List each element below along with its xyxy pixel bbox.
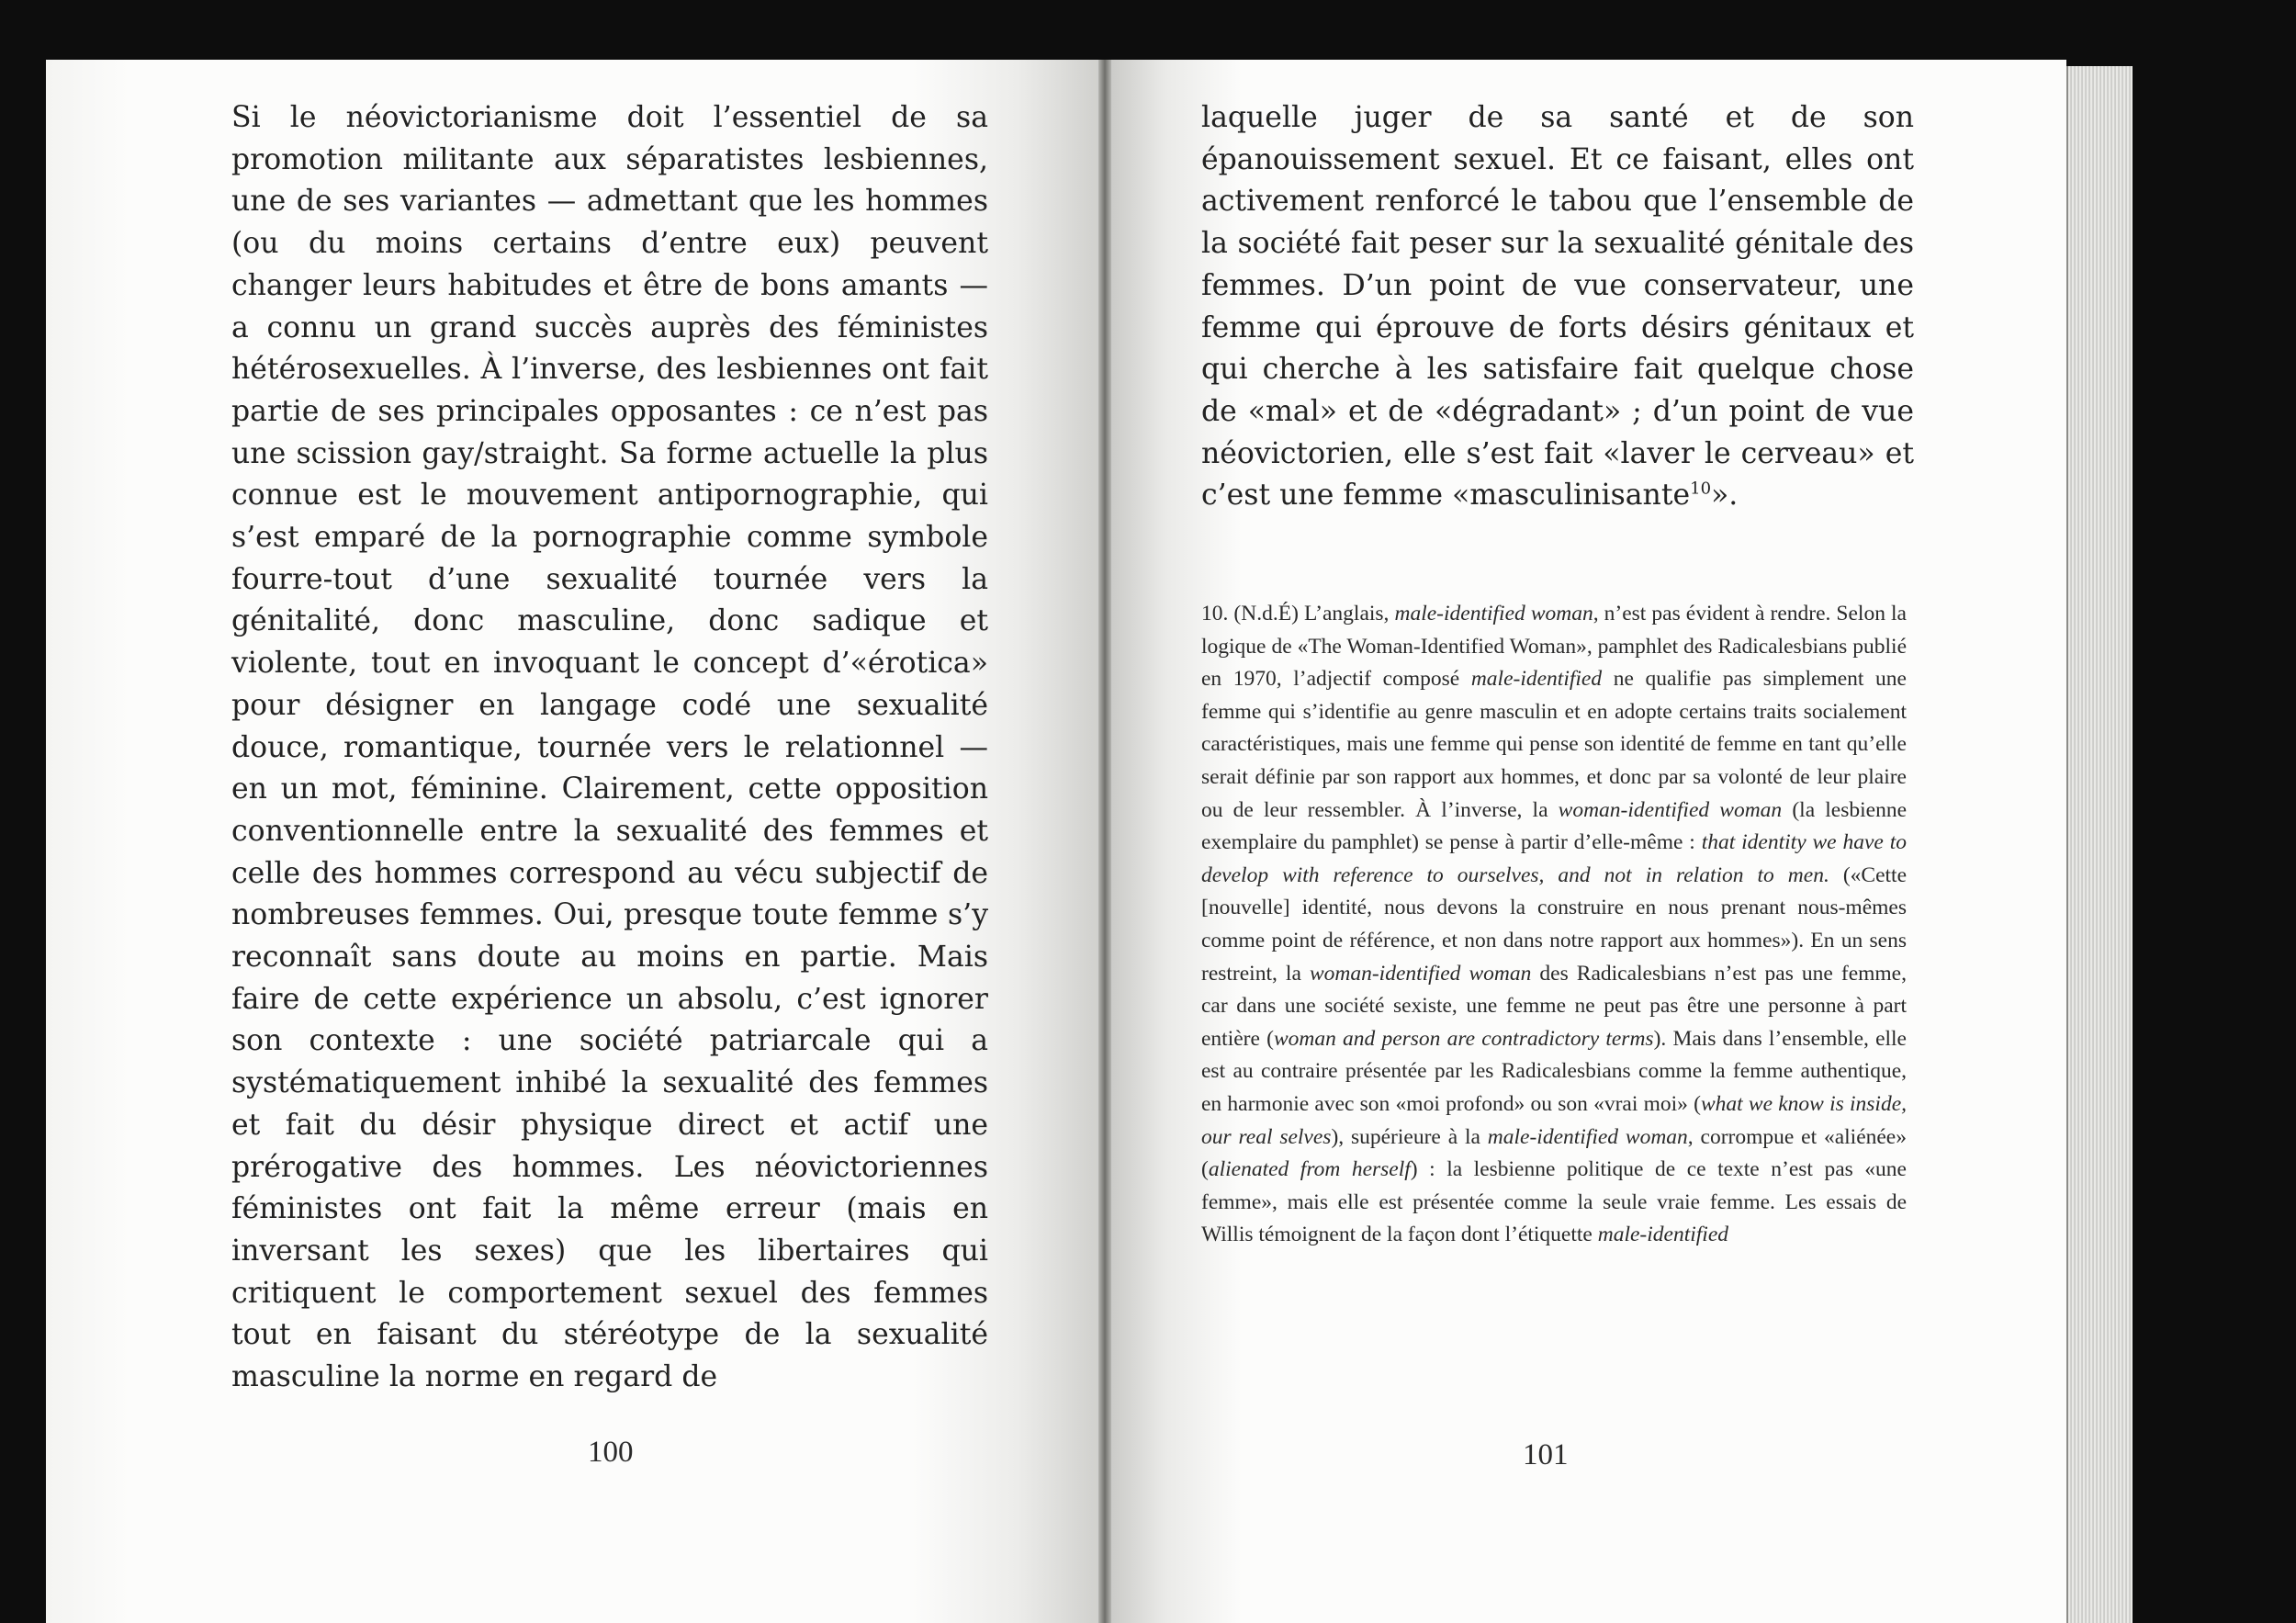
footnote-italic: woman-identified woman bbox=[1558, 797, 1783, 822]
book-gutter bbox=[1098, 60, 1111, 1623]
footnote-italic: woman-identified woman bbox=[1309, 961, 1532, 986]
footnote-text: , corrompue et «aliénée» ( bbox=[1201, 1124, 1907, 1182]
right-page-body bbox=[1201, 97, 1914, 517]
footnote-italic: woman and person are contradictory terms bbox=[1273, 1026, 1654, 1051]
footnote-italic: male-identified bbox=[1597, 1223, 1728, 1247]
footnote-text: 10. (N.d.É) L’anglais, bbox=[1201, 602, 1395, 626]
footnote-text: ), supérieure à la bbox=[1331, 1124, 1488, 1149]
left-page-number: 100 bbox=[588, 1436, 634, 1469]
footnote-text: ne qualifie pas simplement une femme qui s’identifie au genre masculin et en adopte certains traits socialement caractéristiques, mais une femme qui pense son identité de femme en tant qu’elle serait définie par son rapport aux hommes, et donc par sa volonté de leur plaire ou de leur ressembler. À l’inverse, la bbox=[1201, 667, 1907, 822]
left-paragraph: Si le néovictorianisme doit l’essentiel de sa promotion militante aux séparatistes lesbiennes, une de ses variantes — admettant que les hommes (ou du moins certains d’entre eux) peuvent changer leurs habitudes et être de bons amants — a connu un grand succès auprès des féministes hétérosexuelles. À l’inverse, des lesbiennes ont fait partie de ses principales opposantes : ce n’est pas une scission gay/straight. Sa forme actuelle la plus connue est le mouvement antipornographie, qui s’est emparé de la pornographie comme symbole fourre-tout d’une sexualité tournée vers la génitalité, donc masculine, donc sadique et violente, tout en invoquant le concept d’«érotica» pour désigner en langage codé une sexualité douce, romantique, tournée vers le relationnel — en un mot, féminine. Clairement, cette opposition conventionnelle entre la sexualité des femmes et celle des hommes correspond au vécu subjectif de nombreuses femmes. Oui, presque toute femme s’y reconnaît sans doute au moins en partie. Mais faire de cette expérience un absolu, c’est ignorer son contexte : une société patriarcale qui a systématiquement inhibé la sexualité des femmes et fait du désir physique direct et actif une prérogative des hommes. Les néovictoriennes féministes ont fait la même erreur (mais en inversant les sexes) que les libertaires qui critiquent le comportement sexuel des femmes tout en faisant du stéréotype de la sexualité masculine la norme en regard de bbox=[231, 101, 988, 1394]
footnote-paragraph bbox=[1201, 598, 1907, 1252]
footnote-italic: male-identified bbox=[1470, 667, 1603, 692]
footnote-italic: male-identified woman bbox=[1487, 1124, 1688, 1149]
footnote-text: («Cette [nouvelle] identité, nous devons la construire en nous prenant nous-mêmes comme point de référence, et non dans notre rapport aux hommes»). En un sens restreint, la bbox=[1201, 862, 1907, 986]
footnote-text: ) : la lesbienne politique de ce texte n’est pas «une femme», mais elle est présentée comme la seule vraie femme. Les essais de Willis témoignent de la façon dont l’étiquette bbox=[1201, 1157, 1907, 1247]
footnote-italic: that identity we have to develop with reference to ourselves, and not in relation to men. bbox=[1201, 830, 1907, 887]
footnote-text: des Radicalesbians n’est pas une femme, car dans une société sexiste, une femme ne peut pas être une personne à part entière ( bbox=[1201, 961, 1907, 1051]
page-edges bbox=[2066, 66, 2133, 1623]
right-paragraph bbox=[1201, 97, 1914, 517]
left-page-body bbox=[231, 97, 988, 1399]
footnote-text: , n’est pas évident à rendre. Selon la logique de «The Woman-Identified Woman», pamphlet des Radicalesbians publié en 1970, l’adjectif composé bbox=[1201, 602, 1907, 692]
right-page-number: 101 bbox=[1523, 1438, 1569, 1471]
footnote-text: ). Mais dans l’ensemble, elle est au contraire présentée par les Radicalesbians comme la femme authentique, en harmonie avec son «moi profond» ou son «vrai moi» ( bbox=[1201, 1026, 1907, 1116]
footnote-italic: what we know is inside, our real selves bbox=[1201, 1091, 1907, 1149]
footnote-reference: 10 bbox=[1690, 479, 1712, 499]
footnote-italic: male-identified woman bbox=[1394, 602, 1593, 626]
right-paragraph-end: ». bbox=[1711, 479, 1739, 513]
footnote-italic: alienated from herself bbox=[1208, 1157, 1411, 1182]
right-paragraph-text: laquelle juger de sa santé et de son épanouissement sexuel. Et ce faisant, elles ont activement renforcé le tabou que l’ensemble de la société fait peser sur la sexualité génitale des femmes. D’un point de vue conservateur, une femme qui éprouve de forts désirs génitaux et qui cherche à les satisfaire fait quelque chose de «mal» et de «dégradant» ; d’un point de vue néovictorien, elle s’est fait «laver le cerveau» et c’est une femme «masculinisante bbox=[1201, 101, 1914, 513]
footnote-text: (la lesbienne exemplaire du pamphlet) se pense à partir d’elle-même : bbox=[1201, 797, 1908, 855]
footnote-10 bbox=[1201, 598, 1907, 1252]
